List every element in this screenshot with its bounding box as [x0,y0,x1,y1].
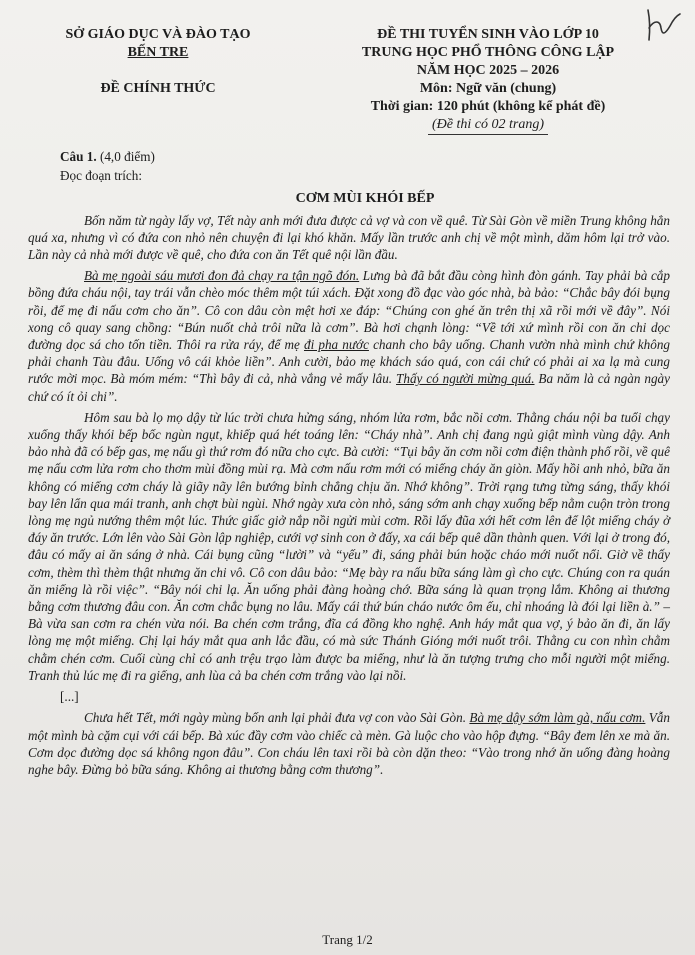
question-label: Câu 1. [60,149,97,164]
paragraph-2-part-b: chanh cho bây uống. Chanh vườn nhà mình chứ không phải chanh Tàu đâu. Uống vô cái khỏe liền”. Anh cười, bảo mẹ khách sáo quá, con cái chứ có phải ai xa lạ mà cung rước mời mọc. Bà móm mém: “Thì bây đi cả, nhà vắng vẻ mấy lâu. [28,337,671,387]
underlined-sentence-3: Thấy có người mừng quá. [396,371,535,387]
question-instruction: Đọc đoạn trích: [60,168,143,184]
department-name: SỞ GIÁO DỤC VÀ ĐÀO TẠO [65,27,251,42]
underlined-sentence-4: Bà mẹ dậy sớm làm gà, nấu cơm. [469,710,646,726]
story-paragraph-2 [28,267,670,405]
question-points: (4,0 điểm) [99,149,155,164]
omission-marker: [...] [60,689,79,705]
story-paragraph-1: Bốn năm từ ngày lấy vợ, Tết này anh mới đưa được cả vợ và con về quê. Từ Sài Gòn về miền Trung không hẳn quá xa, nhưng vì có đứa con nhỏ nên chuyện đi lại khó khăn. Mấy lần trước anh chị về một mình, dăm hôm lại trở vào. Lần này cả nhà mới được về quê, cho đứa con ăn Tết quê nội lần đầu. [28,212,670,263]
exam-title-line-2: TRUNG HỌC PHỔ THÔNG CÔNG LẬP [361,45,615,60]
school-year: NĂM HỌC 2025 – 2026 [416,63,560,78]
header-right [318,26,658,135]
handwritten-signature [640,6,684,44]
paragraph-2-part-c: Ba năm là cả ngàn ngày chứ có ít ỏi chi”. [28,371,670,404]
underlined-sentence-1: Bà mẹ ngoài sáu mươi đon đả chạy ra tận ngõ đón. [84,268,360,284]
page-number: Trang 1/2 [322,932,373,947]
province-name: BẾN TRE [127,45,189,60]
underlined-phrase-2: đi pha nước [303,337,369,353]
exam-body [28,148,671,782]
story-title: CƠM MÙI KHÓI BẾP [295,191,435,207]
story-paragraph-3: Hôm sau bà lọ mọ dậy từ lúc trời chưa hửng sáng, nhóm lửa rơm, bắc nồi cơm. Thằng cháu nội ba tuổi chạy xuống thấy khói bếp bốc ngùn ngụt, khiếp quá hét toáng lên: “Cháy nhà”. Anh chị đang ngủ giật mình vùng dậy. Anh bảo nhà đã có bếp gas, mẹ nấu gì thứ rơm đó nữa cho cực. Bà cười: “Tụi bây ăn cơm nồi cơm điện thành phố rồi, về quê mẹ nấu cơm lửa rơm cho thơm mùi đồng mùi rạ. Mà cơm nấu rơm mới có miếng cháy ăn giòn. Mấy hồi anh nhỏ, bữa ăn không có miếng cơm cháy là giãy nãy lên bướng bỉnh chẳng chịu ăn. Nhớ không”. Trời rạng tưng từng sáng, thấy khói bay lên lẩn qua mái tranh, anh chợt bùi ngùi. Nhớ ngày xưa còn nhỏ, sáng sớm anh chạy xuống bếp nằm cuộn tròn trong lòng mẹ ngủ nướng thêm một lúc. Thức giấc giở nắp nồi ngửi mùi cơm. Rồi lấy đũa xới hết cơm lên để lột miếng cháy ở đáy ăn trước. Lớn lên vào Sài Gòn lập nghiệp, cưới vợ sinh con ở đấy, xa cái bếp quê dần thành quen. Với lại ở trong đó, đâu có mấy ai ăn sáng ở nhà. Cái bụng cũng “lười” và “yếu” đi, sáng phải bún hoặc cháo mới nuốt nổi. Giờ về thấy cơm, thèm thì thèm thật nhưng ăn chi vô. Cô con dâu bảo: “Mẹ bày ra nấu bữa sáng làm gì cho cực. Chúng con ra quán ăn miếng là rồi việc”. “Bây nói chi lạ. Ăn uống phải đàng hoàng chớ. Bữa sáng là quan trọng lắm. Không ai thương bằng cơm thương đâu con. Ăn cơm chắc bụng no lâu. Mấy cái thứ bún cháo nước ôm ếu, chỉ nhoáng là đói lại liền à.” – Bà vừa san cơm ra chén vừa nói. Ba chén cơm trắng, đĩa cá đồng kho nghệ. Anh háy mắt qua vợ, ý bảo ăn đi, ăn lấy lòng mẹ một miếng. Chị lại háy mắt qua anh lắc đầu, có mà sức Thánh Gióng mới nuốt trôi. Thằng cu con nhìn chằm chằm chén cơm. Cuối cùng chỉ có anh trệu trạo làm được ba miếng, như là ăn tượng trưng cho mỗi người một miếng. Tranh thủ lúc mẹ đi ra giếng, anh lùa cả ba chén cơm trắng vào lại nồi. [28,409,670,683]
paragraph-4-part-a: Chưa hết Tết, mới ngày mùng bốn anh lại phải đưa vợ con vào Sài Gòn. [84,710,470,726]
exam-title-line-1: ĐỀ THI TUYỂN SINH VÀO LỚP 10 [377,27,599,42]
question-heading [60,148,670,165]
paragraph-2-part-a: Lưng bà đã bắt đầu còng hình đòn gánh. Tay phải bà cắp bồng đứa cháu nội, tay trái vẫn chèo móc thêm một túi xách. Đặt xong đồ đạc vào góc nhà, bà bảo: “Chắc bây đói bụng rồi, để mẹ đi nấu cơm cho ăn”. Cô con dâu còn mệt hơi xe đáp: “Chúng con ghé ăn trên thị xã rồi mới về đây”. Nói xong cô quay sang chồng: “Bún nuốt chả trôi nữa là cơm”. Bà hơi chạnh lòng: “Về tới xứ mình rồi con ăn chi dọc đường dọc sá cho tốn tiền. Thôi ra rửa ráy, để mẹ [28,268,670,353]
header-left [38,26,278,98]
subject-line: Môn: Ngữ văn (chung) [419,81,557,96]
official-label: ĐỀ CHÍNH THỨC [100,81,216,96]
paragraph-4-part-b: Vẫn một mình bà cặm cụi với cái bếp. Bà xúc đầy cơm vào chiếc cà mèn. Gà luộc cho vào hộp đựng. “Bây đem lên xe mà ăn. Cơm dọc đường dọc sá không ngon đâu”. Con cháu lên taxi rồi bà còn dặn theo: “Vào trong nhớ ăn uống đàng hoàng nghe bây. Đừng bỏ bữa sáng. Không ai thương bằng cơm thương”. [28,710,670,777]
story-paragraph-4 [28,709,670,778]
pages-note: (Đề thi có 02 trang) [428,116,548,135]
time-line: Thời gian: 120 phút (không kể phát đề) [370,99,606,114]
